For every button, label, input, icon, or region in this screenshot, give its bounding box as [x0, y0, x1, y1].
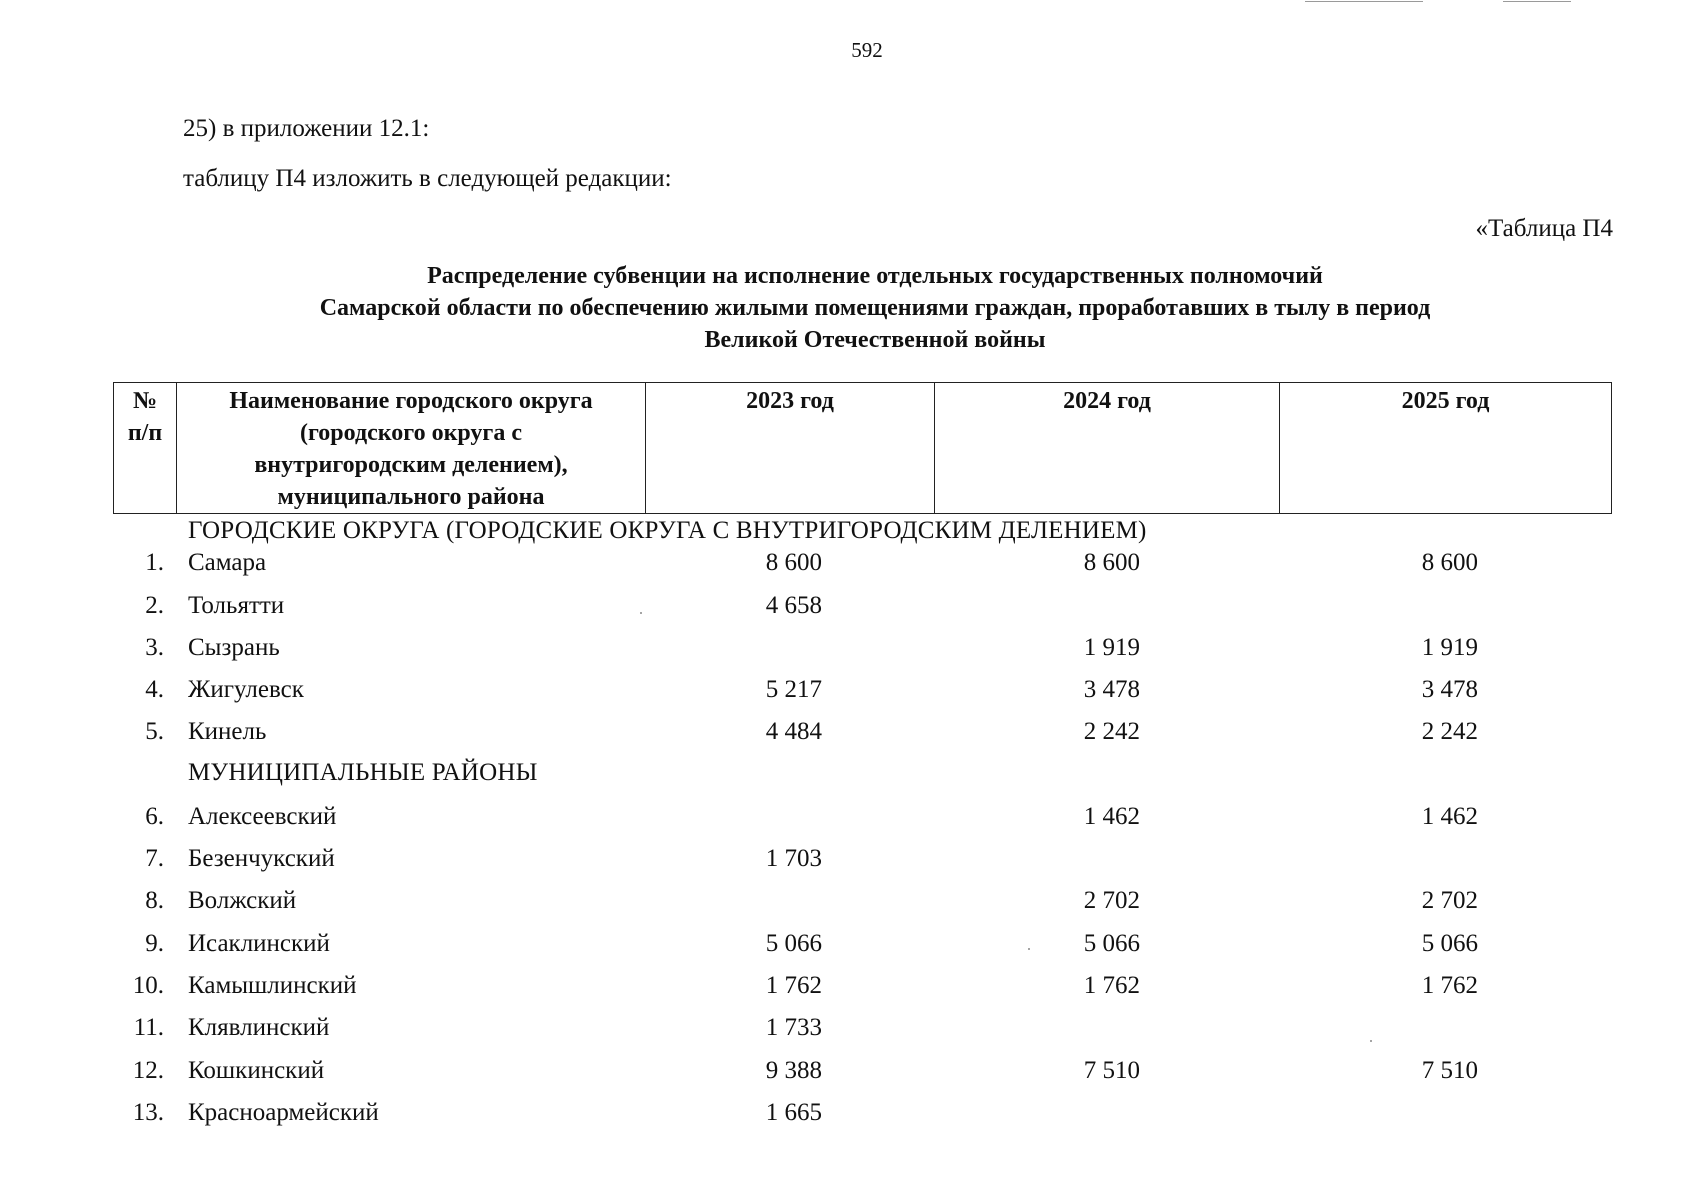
- row-number: 3.: [145, 634, 164, 661]
- row-district-name: Самара: [188, 549, 267, 576]
- table-row: [0, 803, 1704, 845]
- row-number: 7.: [145, 845, 164, 872]
- table-row: [0, 972, 1704, 1014]
- title-line: Самарской области по обеспечению жилыми помещениями граждан, проработавших в тылу в период: [319, 295, 1431, 321]
- row-value-2023: 1 703: [765, 845, 822, 872]
- row-value-2025: 5 066: [1421, 930, 1478, 957]
- row-value-2023: 4 658: [765, 592, 822, 619]
- row-value-2023: 1 762: [765, 972, 822, 999]
- row-district-name: Жигулевск: [188, 676, 304, 703]
- table-row: [0, 930, 1704, 972]
- page-number: 592: [851, 38, 883, 62]
- header-number-abbr: п/п: [127, 420, 163, 446]
- header-name-line: муниципального района: [277, 484, 545, 510]
- table-row: [0, 1057, 1704, 1099]
- row-value-2023: 8 600: [765, 549, 822, 576]
- row-number: 4.: [145, 676, 164, 703]
- table-row: [0, 845, 1704, 887]
- row-value-2025: 2 702: [1421, 887, 1478, 914]
- header-number-cell: [114, 383, 177, 514]
- row-value-2025: 1 919: [1421, 634, 1478, 661]
- row-value-2024: 3 478: [1083, 676, 1140, 703]
- header-name-cell: [177, 383, 646, 514]
- row-value-2024: 1 762: [1083, 972, 1140, 999]
- table-row: [0, 549, 1704, 591]
- row-value-2023: 5 066: [765, 930, 822, 957]
- row-value-2025: 1 462: [1421, 803, 1478, 830]
- row-value-2025: 7 510: [1421, 1057, 1478, 1084]
- paragraph-amendment: 25) в приложении 12.1:: [183, 115, 430, 142]
- table-row: [0, 592, 1704, 634]
- row-district-name: Алексеевский: [188, 803, 337, 830]
- row-number: 6.: [145, 803, 164, 830]
- table-row: [0, 1014, 1704, 1056]
- row-value-2025: 8 600: [1421, 549, 1478, 576]
- title-line: Великой Отечественной войны: [704, 327, 1046, 353]
- table-label: «Таблица П4: [1475, 215, 1613, 242]
- header-year-2023: 2023 год: [646, 383, 935, 514]
- row-value-2023: 1 733: [765, 1014, 822, 1041]
- header-name-line: (городского округа с: [300, 420, 522, 446]
- row-value-2023: 5 217: [765, 676, 822, 703]
- row-value-2025: 2 242: [1421, 718, 1478, 745]
- row-value-2024: 1 919: [1083, 634, 1140, 661]
- row-number: 10.: [132, 972, 164, 999]
- row-value-2024: 2 242: [1083, 718, 1140, 745]
- table-row: [0, 1099, 1704, 1141]
- scan-artifact-line: [1305, 1, 1423, 2]
- row-number: 1.: [145, 549, 164, 576]
- row-number: 5.: [145, 718, 164, 745]
- table-row: [0, 887, 1704, 929]
- row-value-2023: 1 665: [765, 1099, 822, 1126]
- row-value-2023: 9 388: [765, 1057, 822, 1084]
- header-number-sign: №: [132, 388, 158, 414]
- table-header: [113, 382, 1612, 514]
- row-value-2024: 5 066: [1083, 930, 1140, 957]
- row-value-2024: 1 462: [1083, 803, 1140, 830]
- row-value-2025: 3 478: [1421, 676, 1478, 703]
- row-number: 2.: [145, 592, 164, 619]
- scan-artifact-line: [1503, 1, 1571, 2]
- row-district-name: Красноармейский: [188, 1099, 379, 1126]
- row-district-name: Кинель: [188, 718, 267, 745]
- row-district-name: Сызрань: [188, 634, 280, 661]
- paragraph-instruction: таблицу П4 изложить в следующей редакции:: [183, 165, 672, 192]
- table-row: [0, 634, 1704, 676]
- row-number: 8.: [145, 887, 164, 914]
- row-value-2025: 1 762: [1421, 972, 1478, 999]
- row-number: 11.: [133, 1014, 164, 1041]
- header-year-2025: 2025 год: [1280, 383, 1612, 514]
- row-district-name: Тольятти: [188, 592, 285, 619]
- table-title: [160, 260, 1590, 356]
- table-row: [0, 676, 1704, 718]
- row-value-2024: 7 510: [1083, 1057, 1140, 1084]
- row-value-2024: 8 600: [1083, 549, 1140, 576]
- header-name-line: внутригородским делением),: [254, 452, 568, 478]
- header-year-2024: 2024 год: [935, 383, 1280, 514]
- section-municipal-districts: МУНИЦИПАЛЬНЫЕ РАЙОНЫ: [188, 759, 538, 786]
- row-district-name: Безенчукский: [188, 845, 335, 872]
- row-value-2024: 2 702: [1083, 887, 1140, 914]
- row-district-name: Клявлинский: [188, 1014, 330, 1041]
- row-number: 12.: [132, 1057, 164, 1084]
- row-district-name: Камышлинский: [188, 972, 357, 999]
- section-city-districts: ГОРОДСКИЕ ОКРУГА (ГОРОДСКИЕ ОКРУГА С ВНУТРИГОРОДСКИМ ДЕЛЕНИЕМ): [188, 517, 1147, 544]
- title-line: Распределение субвенции на исполнение отдельных государственных полномочий: [427, 263, 1323, 289]
- row-district-name: Исаклинский: [188, 930, 330, 957]
- row-district-name: Волжский: [188, 887, 297, 914]
- row-district-name: Кошкинский: [188, 1057, 325, 1084]
- row-value-2023: 4 484: [765, 718, 822, 745]
- row-number: 13.: [132, 1099, 164, 1126]
- row-number: 9.: [145, 930, 164, 957]
- table-row: [0, 718, 1704, 760]
- header-name-line: Наименование городского округа: [229, 388, 593, 414]
